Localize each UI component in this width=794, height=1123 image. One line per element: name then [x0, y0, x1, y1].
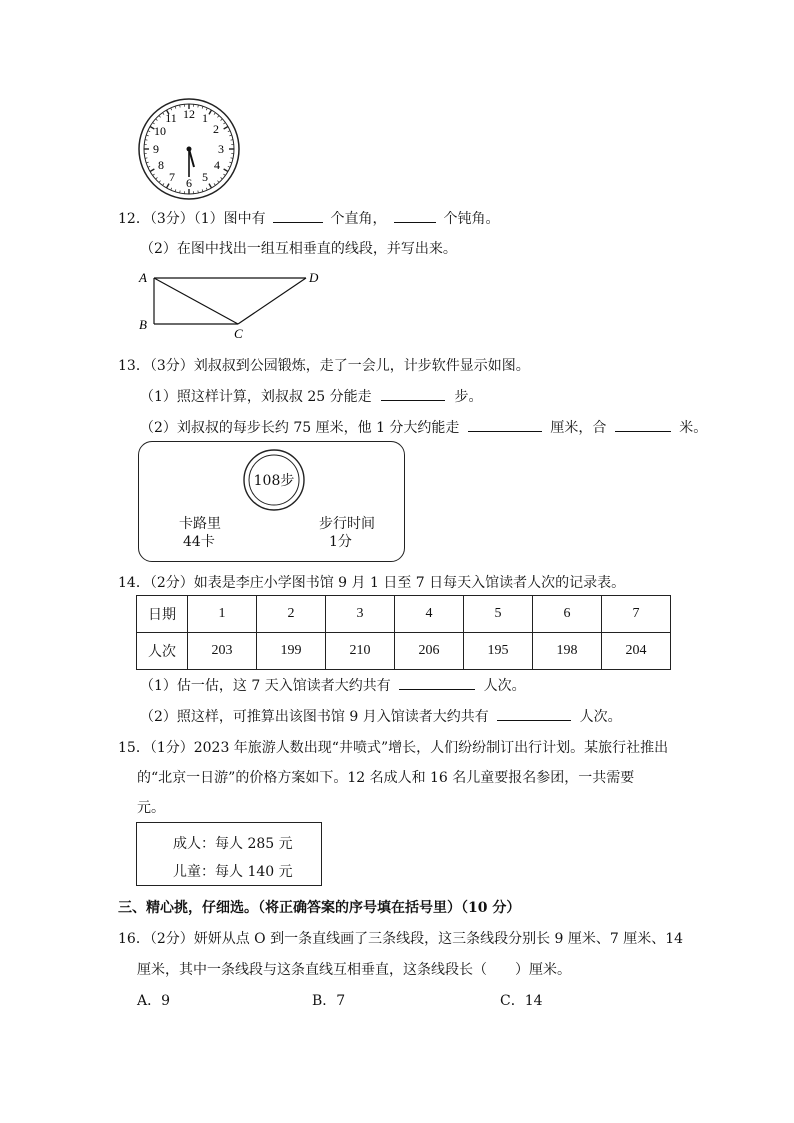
- clock-tick: [159, 181, 161, 183]
- table-cell: 6: [533, 596, 602, 633]
- q12-line1: [118, 208, 499, 228]
- clock-numeral: 2: [213, 122, 219, 136]
- q13-part2-suffix: 米。: [679, 420, 708, 436]
- clock-tick: [156, 177, 158, 179]
- table-cell: 7: [602, 596, 671, 633]
- table-row: [137, 633, 671, 670]
- label-C: C: [234, 326, 243, 341]
- clock-tick: [202, 189, 203, 191]
- q16-line2: 厘米，其中一条线段与这条直线互相垂直，这条线段长（ ）厘米。: [137, 962, 571, 978]
- price-child: 儿童：每人 140 元: [173, 864, 293, 880]
- q13-blank-steps[interactable]: [381, 386, 445, 401]
- clock-tick: [159, 116, 161, 118]
- clock-tick: [148, 166, 150, 167]
- calorie-value: 44卡: [183, 534, 215, 550]
- clock-numeral: 7: [169, 170, 175, 184]
- step-counter-panel: [138, 441, 405, 562]
- clock-tick: [150, 169, 154, 172]
- clock-tick: [156, 119, 158, 121]
- clock-tick: [214, 113, 215, 115]
- clock-tick: [146, 135, 148, 136]
- q13-part2-mid: 厘米，合: [550, 420, 607, 436]
- table-cell: 204: [602, 633, 671, 670]
- clock-numeral: 8: [158, 158, 164, 172]
- q16-option-c[interactable]: C．14: [500, 993, 543, 1009]
- clock-numeral: 5: [202, 170, 208, 184]
- price-adult: 成人：每人 285 元: [173, 836, 293, 852]
- table-cell: 206: [395, 633, 464, 670]
- q16-option-a[interactable]: A．9: [137, 993, 171, 1009]
- clock-tick: [163, 183, 164, 185]
- q14-part1-prefix: （1）估一估，这 7 天入馆读者大约共有: [140, 678, 391, 694]
- q14-part2-prefix: （2）照这样，可推算出该图书馆 9 月入馆读者大约共有: [140, 709, 489, 725]
- q14-blank-month-total[interactable]: [497, 706, 571, 721]
- clock-numeral: 1: [202, 111, 208, 125]
- q14-part1: [140, 675, 526, 695]
- segment-CD: [238, 278, 306, 324]
- clock-tick: [175, 189, 176, 191]
- price-plan-box: [136, 822, 322, 886]
- clock-tick: [217, 116, 219, 118]
- clock-numeral: 11: [165, 111, 177, 125]
- clock-tick: [221, 177, 223, 179]
- clock-tick: [223, 123, 225, 124]
- calorie-label: 卡路里: [179, 516, 221, 532]
- clock-tick: [171, 108, 172, 110]
- q14-part2: [140, 706, 622, 726]
- clock-tick: [228, 166, 230, 167]
- clock-numeral: 4: [214, 158, 220, 172]
- clock-tick: [167, 184, 170, 188]
- clock-tick: [223, 174, 225, 175]
- clock-tick: [214, 183, 215, 185]
- clock-tick: [224, 127, 228, 130]
- q13-part1: [140, 386, 483, 406]
- q16-option-b[interactable]: B．7: [312, 993, 346, 1009]
- q13-part1-suffix: 步。: [454, 389, 483, 405]
- q14-part1-suffix: 人次。: [483, 678, 526, 694]
- clock-tick: [224, 169, 228, 172]
- q12-mid: 个直角，: [330, 211, 387, 227]
- clock-numeral: 10: [154, 124, 166, 138]
- table-row: [137, 596, 671, 633]
- q12-blank-right-angles[interactable]: [273, 208, 323, 223]
- clock-tick: [221, 119, 223, 121]
- table-cell: 199: [257, 633, 326, 670]
- q12-suffix: 个钝角。: [443, 211, 500, 227]
- q12-part2: （2）在图中找出一组互相垂直的线段，并写出来。: [140, 241, 457, 257]
- table-cell: 4: [395, 596, 464, 633]
- q14-stem: 14．（2分）如表是李庄小学图书馆 9 月 1 日至 7 日每天入馆读者人次的记录表。: [118, 575, 626, 591]
- clock-numeral: 9: [153, 142, 159, 156]
- clock-tick: [228, 131, 230, 132]
- table-cell: 210: [326, 633, 395, 670]
- q16-line1: 16．（2分）妍妍从点 O 到一条直线画了三条线段，这三条线段分别长 9 厘米、7 厘米、14: [118, 931, 684, 947]
- clock-numeral: 3: [218, 142, 224, 156]
- section-3-title: 三、精心挑，仔细选。（将正确答案的序号填在括号里）（10 分）: [118, 900, 521, 916]
- q13-part2-prefix: （2）刘叔叔的每步长约 75 厘米，他 1 分大约能走: [140, 420, 460, 436]
- clock-numeral: 12: [183, 107, 195, 121]
- clock-tick: [217, 181, 219, 183]
- q12-prefix: 12．（3分）（1）图中有: [118, 211, 266, 227]
- clock-tick: [175, 106, 176, 108]
- clock-tick: [206, 188, 207, 190]
- q14-part2-suffix: 人次。: [579, 709, 622, 725]
- table-header-count: 人次: [137, 633, 188, 670]
- label-D: D: [309, 270, 319, 285]
- label-A: A: [139, 270, 147, 285]
- q15-line2: 的“北京一日游”的价格方案如下。12 名成人和 16 名儿童要报名参团，一共需要: [137, 770, 635, 786]
- q13-blank-meters[interactable]: [615, 417, 671, 432]
- table-header-date: 日期: [137, 596, 188, 633]
- q12-figure: [134, 266, 324, 342]
- clock-tick: [148, 131, 150, 132]
- clock-tick: [209, 184, 212, 188]
- q13-stem: 13．（3分）刘叔叔到公园锻炼，走了一会儿，计步软件显示如图。: [118, 358, 530, 374]
- clock-numeral: 6: [186, 176, 192, 190]
- table-cell: 203: [188, 633, 257, 670]
- clock-tick: [229, 162, 231, 163]
- clock-tick: [202, 106, 203, 108]
- clock-tick: [206, 108, 207, 110]
- q12-blank-obtuse-angles[interactable]: [394, 208, 436, 223]
- step-count: 108步: [253, 473, 295, 489]
- q15-line3: 元。: [137, 800, 165, 816]
- table-cell: 195: [464, 633, 533, 670]
- clock-tick: [171, 188, 172, 190]
- table-cell: 1: [188, 596, 257, 633]
- clock-tick: [209, 110, 212, 114]
- q13-blank-centimeters[interactable]: [468, 417, 542, 432]
- clock-center: [187, 147, 192, 152]
- table-cell: 5: [464, 596, 533, 633]
- label-B: B: [139, 317, 147, 332]
- q15-line1: 15．（1分）2023 年旅游人数出现“井喷式”增长，人们纷纷制订出行计划。某旅行社推出: [118, 740, 669, 756]
- clock-tick: [229, 135, 231, 136]
- table-cell: 198: [533, 633, 602, 670]
- segment-AC: [154, 278, 238, 324]
- clock-figure: [136, 97, 242, 201]
- library-visits-table: [136, 595, 671, 670]
- table-cell: 2: [257, 596, 326, 633]
- clock-tick: [153, 174, 155, 175]
- walk-time-value: 1分: [329, 534, 352, 550]
- clock-tick: [163, 113, 164, 115]
- q13-part2: [140, 417, 707, 437]
- clock-tick: [146, 162, 148, 163]
- table-cell: 3: [326, 596, 395, 633]
- q13-part1-prefix: （1）照这样计算，刘叔叔 25 分能走: [140, 389, 372, 405]
- q14-blank-week-total[interactable]: [399, 675, 475, 690]
- walk-time-label: 步行时间: [319, 516, 375, 532]
